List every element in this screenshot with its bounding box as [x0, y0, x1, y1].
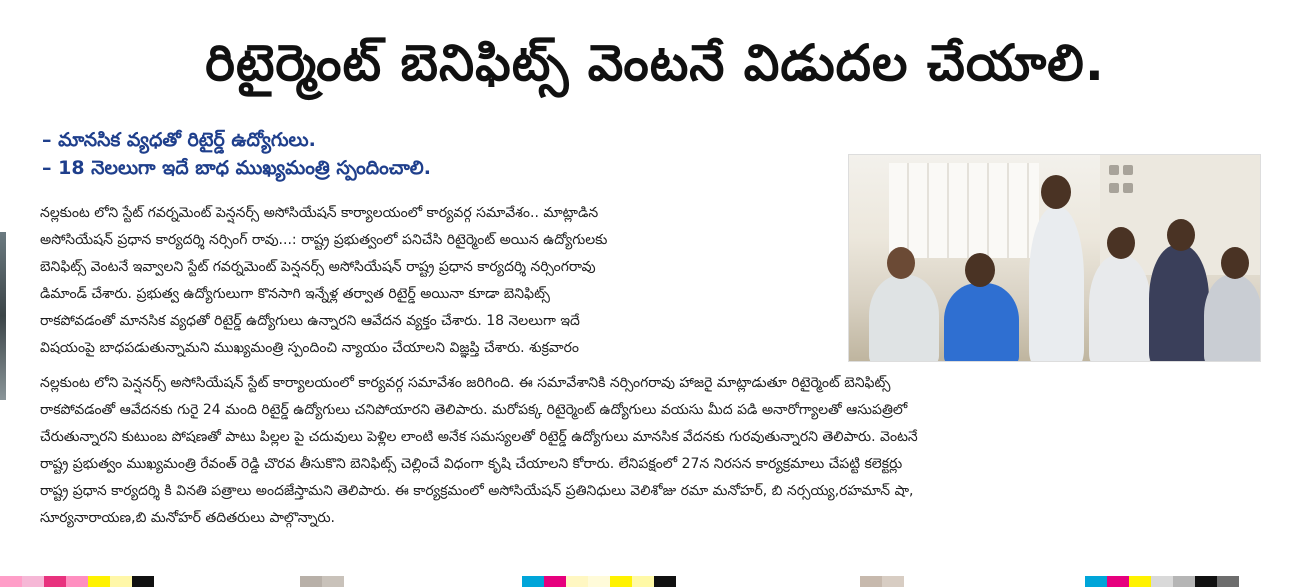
subheading-2: – 18 నెలలుగా ఇదే బాధ ముఖ్యమంత్రి స్పందించాలి. — [42, 157, 431, 179]
color-swatch — [522, 576, 544, 587]
body-line: నల్లకుంట లోని స్టేట్ గవర్నమెంట్ పెన్షనర్స్ అసోసియేషన్ కార్యాలయంలో కార్యవర్గ సమావేశం.. మాట్లాడిన — [40, 205, 599, 221]
color-swatch — [88, 576, 110, 587]
article-body-top — [40, 200, 840, 362]
color-swatch — [66, 576, 88, 587]
headline: రిటైర్మెంట్ బెనిఫిట్స్ వెంటనే విడుదల చేయాలి. — [205, 34, 1105, 92]
person-head — [1041, 175, 1071, 209]
person-head — [1167, 219, 1195, 251]
print-color-bar — [1085, 576, 1239, 587]
color-swatch — [566, 576, 588, 587]
print-color-bar — [0, 576, 154, 587]
color-swatch — [1107, 576, 1129, 587]
color-swatch — [44, 576, 66, 587]
color-swatch — [632, 576, 654, 587]
color-swatch — [0, 576, 22, 587]
body-line: రాష్ట్ర ప్రభుత్వం ముఖ్యమంత్రి రేవంత్ రెడ్డి చొరవ తీసుకొని బెనిఫిట్స్ చెల్లించే విధంగా కృషి చేయాలని కోరారు. లేనిపక్షంలో 27న నిరసన కార్యక్రమాలు చేపట్టి కలెక్టర్లు — [40, 456, 903, 472]
color-swatch — [1151, 576, 1173, 587]
switch-icon — [1123, 183, 1133, 193]
body-line: రాకపోవడంతో మానసిక వ్యధతో రిటైర్డ్ ఉద్యోగులు ఉన్నారని ఆవేదన వ్యక్తం చేశారు. 18 నెలలుగా ఇదే — [40, 313, 580, 329]
body-line: బెనిఫిట్స్ వెంటనే ఇవ్వాలని స్టేట్ గవర్నమెంట్ పెన్షనర్స్ అసోసియేషన్ రాష్ట్ర ప్రధాన కార్యదర్శి నర్సింగరావు — [40, 259, 596, 275]
color-swatch — [610, 576, 632, 587]
person-head — [887, 247, 915, 279]
body-line: నల్లకుంట లోని పెన్షనర్స్ అసోసియేషన్ స్టేట్ కార్యాలయంలో కార్యవర్గ సమావేశం జరిగింది. ఈ సమావేశానికి నర్సింగరావు హాజరై మాట్లాడుతూ రిటైర్మెంట్ బెనిఫిట్స్ — [40, 375, 891, 391]
person-figure — [1149, 245, 1209, 362]
color-swatch — [132, 576, 154, 587]
article-body-bottom — [40, 370, 1265, 532]
color-swatch — [860, 576, 882, 587]
color-swatch — [1195, 576, 1217, 587]
print-color-bar — [860, 576, 904, 587]
color-swatch — [1085, 576, 1107, 587]
print-color-bar — [522, 576, 676, 587]
meeting-photo — [848, 154, 1261, 362]
print-color-bar — [300, 576, 344, 587]
person-figure — [944, 283, 1019, 362]
color-swatch — [322, 576, 344, 587]
switch-icon — [1109, 183, 1119, 193]
color-swatch — [544, 576, 566, 587]
color-swatch — [1173, 576, 1195, 587]
color-swatch — [22, 576, 44, 587]
color-swatch — [654, 576, 676, 587]
color-swatch — [1217, 576, 1239, 587]
switch-icon — [1123, 165, 1133, 175]
person-figure — [1204, 275, 1261, 362]
person-figure — [1029, 207, 1084, 362]
body-line: రాకపోవడంతో ఆవేదనకు గురై 24 మంది రిటైర్డ్ ఉద్యోగులు చనిపోయారని తెలిపారు. మరోపక్క రిటైర్మెంట్ ఉద్యోగులు వయసు మీద పడి అనారోగ్యాలతో ఆసుపత్రిలో — [40, 402, 908, 418]
color-swatch — [1129, 576, 1151, 587]
body-line: విషయంపై బాధపడుతున్నామని ముఖ్యమంత్రి స్పందించి న్యాయం చేయాలని విజ్ఞప్తి చేశారు. శుక్రవారం — [40, 340, 579, 356]
body-line: సూర్యనారాయణ,బి మనోహర్ తదితరులు పాల్గొన్నారు. — [40, 510, 336, 526]
body-line: రాష్ట్ర ప్రధాన కార్యదర్శి కి వినతి పత్రాలు అందజేస్తామని తెలిపారు. ఈ కార్యక్రమంలో అసోసియేషన్ ప్రతినిధులు వెలిశోజు రమా మనోహర్, బి నర్సయ్య,రహమాన్ షా, — [40, 483, 914, 499]
adjacent-clipping-edge — [0, 232, 6, 400]
body-line: చేరుతున్నారని కుటుంబ పోషణతో పాటు పిల్లల పై చదువులు పెళ్లిల లాంటి అనేక సమస్యలతో రిటైర్డ్ ఉద్యోగులు మానసిక వేదనకు గురవుతున్నారని తెలిపారు. వెంటనే — [40, 429, 918, 445]
subheadings — [42, 126, 842, 182]
subheading-1: – మానసిక వ్యధతో రిటైర్డ్ ఉద్యోగులు. — [42, 129, 316, 151]
body-line: డిమాండ్ చేశారు. ప్రభుత్వ ఉద్యోగులుగా కొనసాగి ఇన్నేళ్ల తర్వాత రిటైర్డ్ అయినా కూడా బెనిఫిట్స్ — [40, 286, 550, 302]
window-blind — [889, 163, 1039, 258]
color-swatch — [882, 576, 904, 587]
person-figure — [869, 275, 939, 362]
body-line: అసోసియేషన్ ప్రధాన కార్యదర్శి నర్సింగ్ రావు...: రాష్ట్ర ప్రభుత్వంలో పనిచేసి రిటైర్మెంట్ అయిన ఉద్యోగులకు — [40, 232, 608, 248]
person-head — [1107, 227, 1135, 259]
person-head — [1221, 247, 1249, 279]
color-swatch — [110, 576, 132, 587]
color-swatch — [300, 576, 322, 587]
person-head — [965, 253, 995, 287]
switch-icon — [1109, 165, 1119, 175]
color-swatch — [588, 576, 610, 587]
person-figure — [1089, 255, 1151, 362]
